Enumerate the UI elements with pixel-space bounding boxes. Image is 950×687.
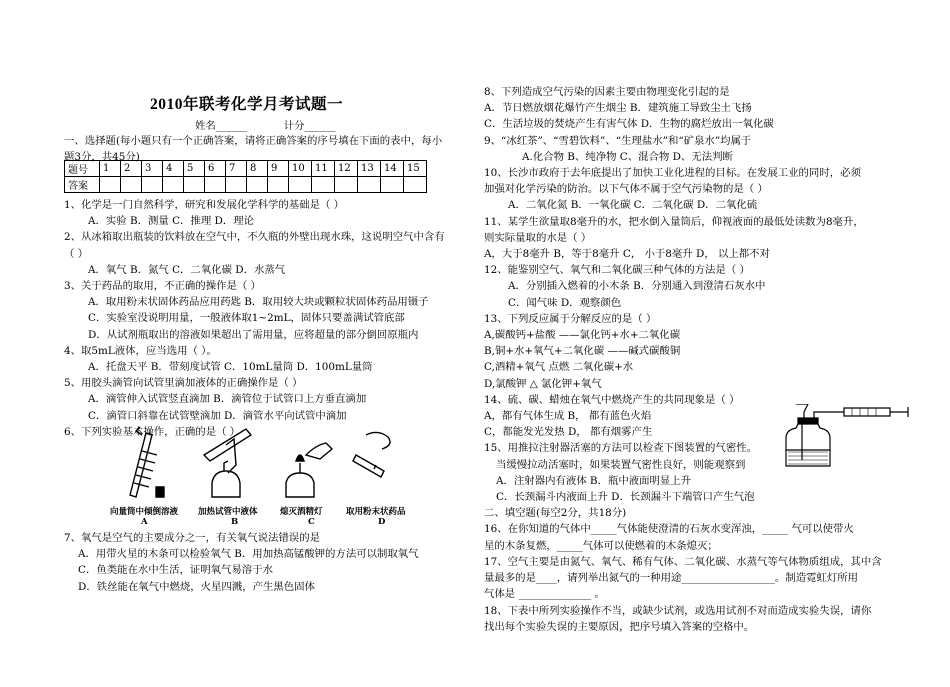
question-17-cont: 量最多的是____，请列举出氮气的一种用途__________________。制造霓虹灯所用 (484, 572, 859, 585)
question-3-option-d: D．从试剂瓶取出的溶液如果超出了需用量，应将超量的部分倒回原瓶内 (88, 328, 419, 341)
question-8-option-cd: C．生活垃圾的焚烧产生有害气体 D．生物的腐烂放出一氧化碳 (484, 118, 774, 131)
question-17-cont2: 气体是 ______________ 。 (484, 588, 605, 601)
answer-cell[interactable] (247, 177, 268, 193)
question-7-option-d: D．铁丝能在氧气中燃烧，火星四溅，产生黑色固体 (78, 580, 315, 593)
answer-cell[interactable] (358, 177, 381, 193)
question-6-figure (110, 425, 406, 527)
table-cell: 6 (205, 161, 226, 177)
answer-cell[interactable] (142, 177, 163, 193)
question-13: 13、下列反应属于分解反应的是（ ） (484, 312, 657, 325)
name-field[interactable]: 姓名______ (195, 120, 247, 132)
question-10-options: A．二氧化氮 B．一氧化碳 C．二氧化碳 D．二氧化硫 (508, 199, 758, 212)
table-cell: 8 (247, 161, 268, 177)
answer-cell[interactable] (121, 177, 142, 193)
question-4: 4、取5mL液体，应当选用（ ）。 (64, 344, 217, 357)
table-cell: 12 (335, 161, 358, 177)
answer-cell[interactable] (163, 177, 184, 193)
table-cell: 15 (404, 161, 427, 177)
question-4-options: A．托盘天平 B．带刻度试管 C．10mL量筒 D．100mL量筒 (88, 361, 373, 374)
lab-operations-illustration (116, 425, 406, 505)
question-9-options: A.化合物 B、纯净物 C、混合物 D、无法判断 (522, 150, 733, 163)
question-17: 17、空气主要是由氮气、氧气、稀有气体、二氧化碳、水蒸气等气体物质组成，其中含 (484, 555, 882, 568)
section1-intro-cont: 题3分，共45分) (64, 151, 140, 164)
question-10-cont: 加强对化学污染的防治。以下气体不属于空气污染物的是（ ） (484, 183, 768, 196)
table-cell: 11 (312, 161, 335, 177)
answer-cell[interactable] (404, 177, 427, 193)
question-15: 15、用推拉注射器活塞的方法可以检查下图装置的气密性。 (484, 442, 757, 455)
question-3-option-c: C．实验室没说明用量，一般液体取1~2mL，固体只要盖满试管底部 (88, 312, 405, 325)
question-5-option-ab: A．滴管伸入试管竖直滴加 B．滴管位于试管口上方垂直滴加 (88, 393, 367, 406)
table-cell: 14 (381, 161, 404, 177)
table-cell: 2 (121, 161, 142, 177)
question-15-option-ab: A．注射器内有液体 B．瓶中液面明显上升 (496, 474, 692, 487)
answer-cell[interactable] (312, 177, 335, 193)
answer-cell[interactable] (226, 177, 247, 193)
question-14-option-cd: C，都能发光发热 D， 都有烟雾产生 (484, 426, 653, 439)
question-12-option-ab: A．分别插入燃着的小木条 B．分别通入到澄清石灰水中 (508, 280, 766, 293)
question-13-option-a: A,碳酸钙+盐酸 ——氯化钙+水+二氧化碳 (484, 329, 681, 342)
question-11: 11、某学生欲量取8毫升的水，把水倒入量筒后，仰视液面的最低处读数为8毫升， (484, 215, 864, 228)
question-2-options: A．氧气 B．氮气 C．二氧化碳 D．水蒸气 (88, 263, 286, 276)
question-1: 1、化学是一门自然科学，研究和发展化学科学的基础是（ ） (64, 199, 345, 211)
answer-cell[interactable] (381, 177, 404, 193)
question-13-option-c: C,酒精+氧气 点燃 二氧化碳+水 (484, 361, 634, 374)
question-8-option-ab: A．节日燃放烟花爆竹产生烟尘 B．建筑施工导致尘土飞扬 (484, 102, 752, 115)
question-1-options: A．实验 B．测量 C．推理 D．理论 (88, 215, 255, 228)
question-13-option-d: D,氯酸钾 △ 氯化钾+氧气 (484, 377, 602, 390)
section2-heading: 二、填空题(每空2分，共18分) (484, 507, 627, 520)
left-questions (64, 197, 466, 440)
question-15-cont: 当缓慢拉动活塞时，如果装置气密性良好，则能观察到 (496, 458, 746, 471)
table-cell: 13 (358, 161, 381, 177)
left-questions-bottom (64, 530, 466, 595)
question-2: 2、从冰箱取出瓶装的饮料放在空气中，不久瓶的外壁出现水珠，这说明空气中含有 (64, 231, 445, 244)
question-12: 12、能鉴别空气、氧气和二氧化碳三种气体的方法是（ ） (484, 264, 750, 277)
question-2-cont: （ ） (64, 247, 89, 260)
question-18: 18、下表中所列实验操作不当，或缺少试剂，或选用试剂不对而造成实验失误，请你 (484, 604, 872, 617)
question-3: 3、关于药品的取用，不正确的操作是（ ） (64, 280, 261, 293)
question-5: 5、用胶头滴管向试管里滴加液体的正确操作是（ ） (64, 377, 303, 390)
right-column (484, 84, 904, 635)
figure-letter-d: D (378, 517, 386, 527)
answer-cell[interactable] (205, 177, 226, 193)
section1-intro: 一、选择题(每小题只有一个正确答案，请将正确答案的序号填在下面的表中，每小 (64, 135, 443, 147)
question-18-cont: 找出每个实验失误的主要原因，把序号填入答案的空格中。 (484, 620, 755, 633)
question-8: 8、下列造成空气污染的因素主要由物理变化引起的是 (484, 86, 730, 98)
question-16-cont: 星的木条复燃，_____气体可以使燃着的木条熄灭； (484, 539, 718, 552)
table-cell: 1 (100, 161, 121, 177)
figure-label-a: 向量筒中倾倒溶液 (110, 507, 179, 517)
answer-cell[interactable] (335, 177, 358, 193)
answer-cell[interactable] (268, 177, 289, 193)
question-15-option-cd: C．长颈漏斗内液面上升 D．长颈漏斗下端管口产生气泡 (496, 491, 755, 504)
question-15-apparatus (778, 404, 913, 470)
figure-label-c: 熄灭酒精灯 (280, 507, 323, 517)
answer-cell[interactable] (184, 177, 205, 193)
name-score-line (195, 118, 336, 134)
question-6: 6、下列实验基本操作，正确的是（ ） (64, 425, 241, 438)
answer-table-answer-row (65, 177, 427, 193)
question-5-option-cd: C．滴管口斜靠在试管壁滴加 D．滴管水平向试管中滴加 (88, 409, 347, 422)
question-10: 10、长沙市政府于去年底提出了加快工业化进程的目标。在发展工业的同时，必须 (484, 167, 861, 180)
page-title: 2010年联考化学月考试题一 (150, 96, 344, 113)
question-3-option-ab: A．取用粉末状固体药品应用药匙 B．取用较大块或颗粒状固体药品用镊子 (88, 296, 429, 309)
answer-cell[interactable] (100, 177, 121, 193)
figure-letter-c: C (308, 517, 315, 527)
figure-letter-b: B (231, 517, 239, 527)
answer-table (64, 160, 427, 193)
table-cell: 4 (163, 161, 184, 177)
figure-letter-a: A (141, 517, 148, 527)
question-16: 16、在你知道的气体中_____气体能使澄清的石灰水变浑浊，_____ 气可以使带火 (484, 523, 854, 536)
answer-table-header-row (65, 161, 427, 177)
table-cell: 10 (289, 161, 312, 177)
question-14: 14、硫、碳、蜡烛在氧气中燃烧产生的共同现象是（ ） (484, 393, 740, 406)
score-field[interactable]: 计分______ (283, 120, 336, 132)
table-cell: 9 (268, 161, 289, 177)
question-14-option-ab: A，都有气体生成 B， 都有蓝色火焰 (484, 410, 652, 423)
question-11-cont: 则实际量取的水是（ ） (484, 231, 592, 244)
syringe-flask-illustration (778, 404, 913, 470)
table-cell: 答案 (65, 177, 100, 193)
table-cell: 7 (226, 161, 247, 177)
question-7-option-ab: A．用带火星的木条可以检验氧气 B．用加热高锰酸钾的方法可以制取氧气 (78, 548, 419, 561)
question-7: 7、氧气是空气的主要成分之一，有关氧气说法错误的是 (64, 532, 320, 544)
table-cell: 3 (142, 161, 163, 177)
question-9: 9、“冰红茶”、“雪碧饮料”、“生理盐水”和“矿泉水”均属于 (484, 134, 752, 147)
table-cell: 题号 (65, 161, 100, 177)
question-11-options: A，大于8毫升 B，等于8毫升 C， 小于8毫升 D， 以上都不对 (484, 248, 770, 261)
table-cell: 5 (184, 161, 205, 177)
figure-label-b: 加热试管中液体 (198, 507, 258, 517)
answer-cell[interactable] (289, 177, 312, 193)
question-13-option-b: B,铜+水+氧气+二氧化碳 ——碱式碳酸铜 (484, 345, 681, 358)
question-7-option-c: C．鱼类能在水中生活，证明氧气易溶于水 (78, 564, 273, 577)
question-12-option-cd: C．闻气味 D．观察颜色 (508, 296, 622, 309)
figure-label-d: 取用粉末状药品 (346, 507, 406, 517)
